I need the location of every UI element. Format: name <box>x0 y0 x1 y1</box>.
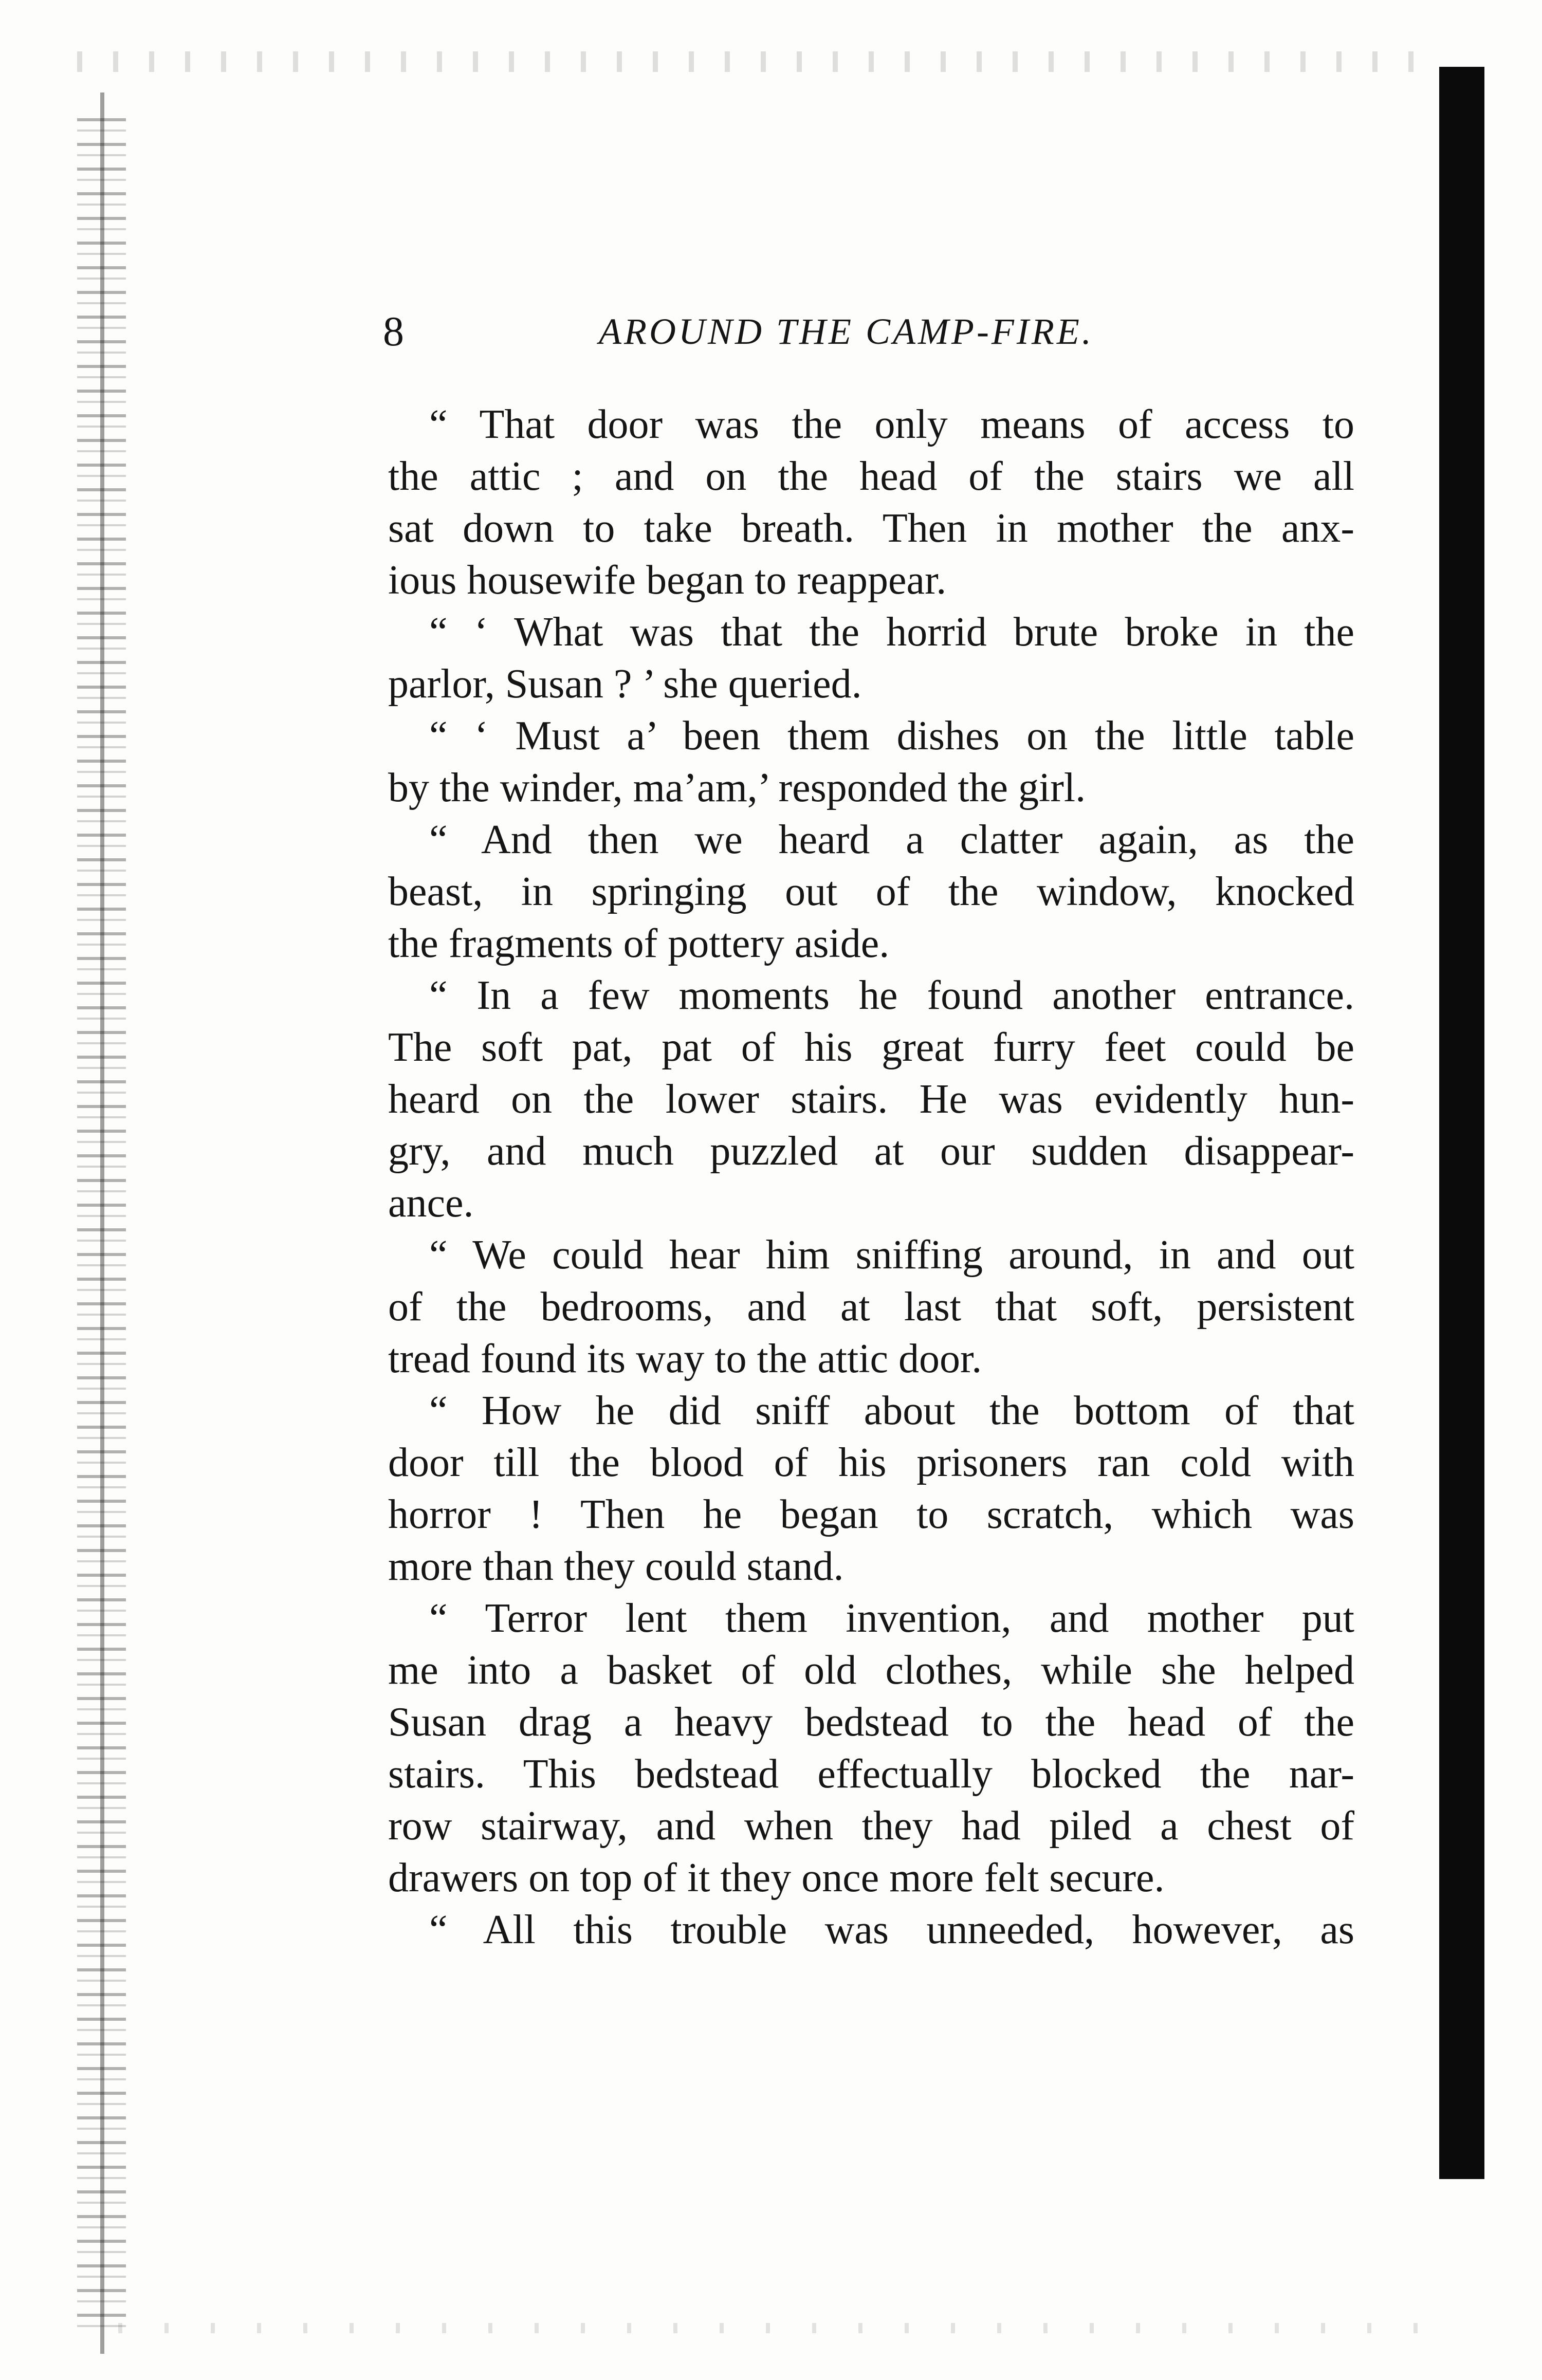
text-line: “ How he did sniff about the bottom of that <box>429 1388 1354 1433</box>
text-line: door till the blood of his prisoners ran cold with <box>388 1440 1354 1485</box>
text-line: ance. <box>388 1180 474 1226</box>
scan-bottom-edge <box>118 2323 1434 2333</box>
text-line: parlor, Susan ? ’ she queried. <box>388 661 862 707</box>
text-line: more than they could stand. <box>388 1544 844 1589</box>
text-line: “ ‘ Must a’ been them dishes on the little table <box>429 713 1354 759</box>
text-line: stairs. This bedstead effectually blocked the nar- <box>388 1751 1354 1797</box>
text-line: “ All this trouble was unneeded, however, as <box>429 1907 1354 1952</box>
paragraph <box>388 1229 1354 1385</box>
text-line: by the winder, ma’am,’ responded the girl. <box>388 765 1086 810</box>
text-line: ious housewife began to reappear. <box>388 558 947 603</box>
text-line: the attic ; and on the head of the stairs we all <box>388 454 1354 499</box>
text-line: beast, in springing out of the window, knocked <box>388 869 1354 914</box>
paragraph <box>388 1385 1354 1593</box>
body-text <box>388 399 1354 1956</box>
text-line: “ Terror lent them invention, and mother put <box>429 1596 1354 1641</box>
paragraph <box>388 970 1354 1229</box>
text-line: the fragments of pottery aside. <box>388 921 890 966</box>
paragraph <box>388 1904 1354 1956</box>
paragraph <box>388 710 1354 814</box>
scan-binding-edge-left <box>77 118 126 2328</box>
paragraph <box>388 606 1354 710</box>
text-line: “ That door was the only means of access to <box>429 402 1354 447</box>
scan-top-edge <box>77 51 1434 72</box>
text-line: “ In a few moments he found another entrance. <box>429 973 1354 1018</box>
text-line: “ ‘ What was that the horrid brute broke in the <box>429 610 1354 655</box>
page-header <box>383 303 1360 360</box>
running-head: AROUND THE CAMP-FIRE. <box>599 311 1094 352</box>
text-line: Susan drag a heavy bedstead to the head of the <box>388 1700 1354 1745</box>
paragraph <box>388 1593 1354 1904</box>
page-number: 8 <box>383 308 404 355</box>
text-line: tread found its way to the attic door. <box>388 1336 982 1381</box>
paragraph <box>388 399 1354 606</box>
scan-binding-edge-right <box>1439 67 1484 2179</box>
text-line: “ We could hear him sniffing around, in and out <box>429 1232 1354 1278</box>
text-line: horror ! Then he began to scratch, which was <box>388 1492 1354 1537</box>
text-line: heard on the lower stairs. He was evidently hun- <box>388 1077 1354 1122</box>
text-line: sat down to take breath. Then in mother the anx- <box>388 506 1354 551</box>
text-line: row stairway, and when they had piled a chest of <box>388 1803 1354 1849</box>
text-line: “ And then we heard a clatter again, as the <box>429 817 1354 862</box>
text-line: drawers on top of it they once more felt secure. <box>388 1855 1165 1901</box>
text-line: of the bedrooms, and at last that soft, persistent <box>388 1284 1354 1330</box>
text-line: me into a basket of old clothes, while she helped <box>388 1648 1354 1693</box>
text-line: The soft pat, pat of his great furry feet could be <box>388 1025 1354 1070</box>
paragraph <box>388 814 1354 970</box>
text-line: gry, and much puzzled at our sudden disappear- <box>388 1129 1354 1174</box>
